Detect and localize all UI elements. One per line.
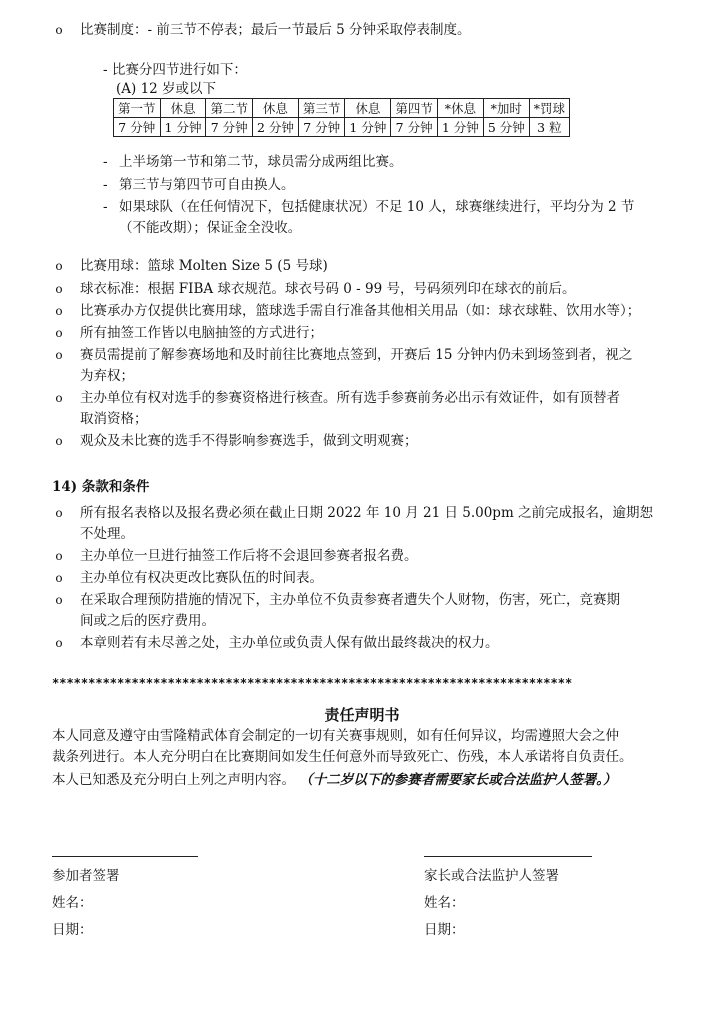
- sub-note-text: 如果球队（在任何情况下，包括健康状况）不足 10 人，球赛继续进行，平均分为 2 节: [119, 199, 635, 215]
- term-item-continuation: [52, 524, 684, 545]
- rule-item-text: 为弃权；: [80, 368, 134, 384]
- declaration-para2-text: 本人已知悉及充分明白上列之声明内容。: [52, 772, 295, 788]
- rule-item-text: 观众及未比赛的选手不得影响参赛选手，做到文明观赛；: [80, 433, 418, 449]
- schedule-value-cell: 3 粒: [529, 118, 569, 137]
- term-item-continuation: [52, 611, 684, 632]
- sub-note-continuation: [103, 218, 684, 239]
- quarters-intro-text: - 比赛分四节进行如下：: [103, 62, 247, 78]
- bullet-marker: o: [55, 23, 63, 37]
- schedule-header-cell: 休息: [252, 99, 298, 118]
- schedule-value-cell: 7 分钟: [206, 118, 253, 137]
- declaration-note: （十二岁以下的参赛者需要家长或合法监护人签署。）: [299, 772, 617, 788]
- sub-note: - 上半场第一节和第二节，球员需分成两组比赛。: [103, 152, 684, 173]
- rule-item: [52, 256, 684, 277]
- schedule-value-cell: 7 分钟: [391, 118, 438, 137]
- rule-item: [52, 431, 684, 452]
- schedule-value-cell: 7 分钟: [298, 118, 345, 137]
- sub-note-text: （不能改期）；保证金全没收。: [119, 220, 302, 236]
- term-item: [52, 546, 684, 567]
- term-item-text: 本章则若有未尽善之处，主办单位或负责人保有做出最终裁决的权力。: [80, 635, 499, 651]
- schedule-header-cell: 休息: [160, 99, 206, 118]
- term-item: [52, 633, 684, 654]
- schedule-value-cell: 1 分钟: [437, 118, 483, 137]
- schedule-header-row: [114, 99, 570, 118]
- rule-system-text: 比赛制度：- 前三节不停表；最后一节最后 5 分钟采取停表制度。: [80, 22, 471, 38]
- rule-item-text: 比赛用球：篮球 Molten Size 5 (5 号球): [80, 258, 328, 274]
- quarters-intro: [103, 60, 684, 81]
- schedule-header-cell: *加时: [483, 99, 529, 118]
- bullet-marker: o: [55, 549, 63, 563]
- rule-item: [52, 279, 684, 300]
- term-item-text: 在采取合理预防措施的情况下，主办单位不负责参赛者遭失个人财物，伤害，死亡，竞赛期: [80, 592, 620, 608]
- term-item: [52, 503, 684, 524]
- bullet-marker: o: [55, 348, 63, 362]
- declaration-para1-line2: 裁条列进行。本人充分明白在比赛期间如发生任何意外而导致死亡、伤残，本人承诺将自负责任。: [52, 749, 633, 765]
- bullet-marker: o: [55, 326, 63, 340]
- terms-heading-text: 14) 条款和条件: [52, 479, 150, 495]
- sub-note: - 第三节与第四节可自由换人。: [103, 175, 684, 196]
- rule-system: [52, 20, 684, 41]
- bullet-marker: o: [55, 506, 63, 520]
- participant-signature-line[interactable]: [52, 856, 198, 857]
- schedule-header-cell: 第一节: [114, 99, 161, 118]
- terms-heading: [52, 477, 684, 498]
- bullet-marker: o: [55, 282, 63, 296]
- participant-date-label: 日期：: [52, 922, 93, 938]
- term-item: [52, 590, 684, 611]
- rule-item-continuation: [52, 409, 684, 430]
- rule-item-text: 所有抽签工作皆以电脑抽签的方式进行；: [80, 325, 323, 341]
- rule-item: [52, 388, 684, 409]
- bullet-marker: o: [55, 434, 63, 448]
- schedule-value-cell: 2 分钟: [252, 118, 298, 137]
- schedule-table: [113, 98, 570, 137]
- guardian-date-label: 日期：: [424, 922, 465, 938]
- bullet-marker: o: [55, 391, 63, 405]
- participant-name-label: 姓名：: [52, 895, 93, 911]
- schedule-header-cell: *休息: [437, 99, 483, 118]
- rule-item-text: 主办单位有权对选手的参赛资格进行核查。所有选手参赛前务必出示有效证件，如有顶替者: [80, 390, 620, 406]
- term-item: [52, 568, 684, 589]
- declaration-para2: [52, 770, 684, 791]
- rule-item-text: 球衣标准：根据 FIBA 球衣规范。球衣号码 0 - 99 号，号码须列印在球衣的前后。: [80, 281, 576, 297]
- declaration-title: 责任声明书: [324, 706, 400, 724]
- guardian-signature-label: 家长或合法监护人签署: [424, 868, 559, 884]
- bullet-marker: o: [55, 259, 63, 273]
- schedule-header-cell: *罚球: [529, 99, 569, 118]
- bullet-marker: o: [55, 571, 63, 585]
- separator-stars: ************************************************************************: [52, 676, 573, 690]
- schedule-header-cell: 休息: [345, 99, 391, 118]
- rule-item: [52, 323, 684, 344]
- term-item-text: 主办单位有权决更改比赛队伍的时间表。: [80, 570, 323, 586]
- age-group-text: (A) 12 岁或以下: [116, 81, 217, 97]
- schedule-value-cell: 7 分钟: [114, 118, 161, 137]
- schedule-header-cell: 第二节: [206, 99, 253, 118]
- schedule-value-cell: 1 分钟: [160, 118, 206, 137]
- schedule-header-cell: 第四节: [391, 99, 438, 118]
- sub-note: - 如果球队（在任何情况下，包括健康状况）不足 10 人，球赛继续进行，平均分为 2 节: [103, 197, 684, 218]
- rule-item-text: 赛员需提前了解参赛场地和及时前往比赛地点签到，开赛后 15 分钟内仍未到场签到者，视之: [80, 347, 633, 363]
- bullet-marker: o: [55, 304, 63, 318]
- term-item-text: 间或之后的医疗费用。: [80, 613, 215, 629]
- rule-item: [52, 345, 684, 366]
- guardian-signature-line[interactable]: [424, 856, 592, 857]
- declaration-para1-line1: 本人同意及遵守由雪隆精武体育会制定的一切有关赛事规则，如有任何异议，均需遵照大会之仲: [52, 728, 619, 744]
- rule-item-text: 取消资格；: [80, 411, 148, 427]
- rule-item-text: 比赛承办方仅提供比赛用球，篮球选手需自行准备其他相关用品（如：球衣球鞋、饮用水等）；: [80, 303, 641, 319]
- schedule-value-cell: 1 分钟: [345, 118, 391, 137]
- term-item-text: 所有报名表格以及报名费必须在截止日期 2022 年 10 月 21 日 5.00pm 之前完成报名，逾期恕: [80, 505, 654, 521]
- term-item-text: 主办单位一旦进行抽签工作后将不会退回参赛者报名费。: [80, 548, 418, 564]
- guardian-name-label: 姓名：: [424, 895, 465, 911]
- age-group: [116, 79, 684, 100]
- schedule-header-cell: 第三节: [298, 99, 345, 118]
- sub-note-text: 上半场第一节和第二节，球员需分成两组比赛。: [119, 154, 403, 170]
- term-item-text: 不处理。: [80, 526, 134, 542]
- rule-item: [52, 301, 684, 322]
- rule-item-continuation: [52, 366, 684, 387]
- bullet-marker: o: [55, 636, 63, 650]
- schedule-value-row: [114, 118, 570, 137]
- bullet-marker: o: [55, 593, 63, 607]
- sub-note-text: 第三节与第四节可自由换人。: [119, 177, 295, 193]
- schedule-value-cell: 5 分钟: [483, 118, 529, 137]
- participant-signature-label: 参加者签署: [52, 868, 120, 884]
